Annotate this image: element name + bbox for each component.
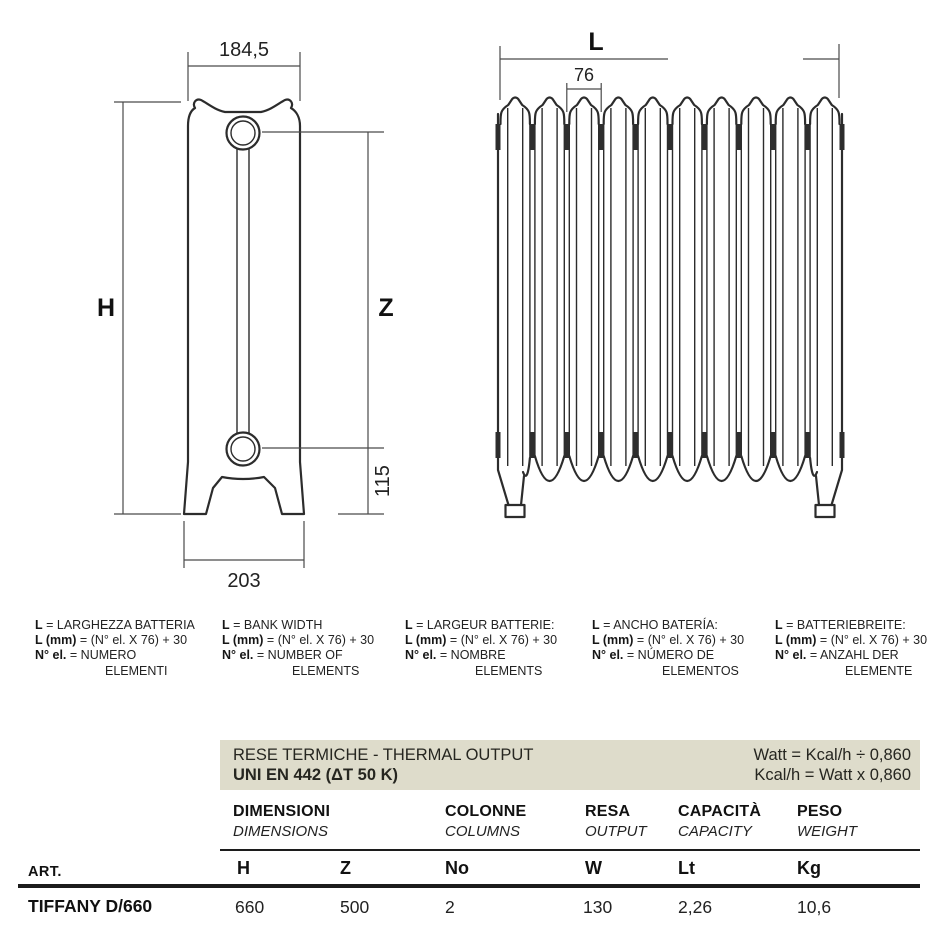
legend-line: N° el. = NÚMERO DE xyxy=(592,648,715,663)
bank-element-bottom-scallop xyxy=(673,456,702,481)
legend-line: L (mm) = (N° el. X 76) + 30 xyxy=(222,633,375,648)
conversion-watt: Watt = Kcal/h ÷ 0,860 xyxy=(753,746,911,764)
junction-nipple-bottom xyxy=(771,432,776,458)
col-group-columns xyxy=(445,803,526,840)
group-secondary: OUTPUT xyxy=(585,823,647,840)
bank-element-top xyxy=(500,98,529,125)
col-group-capacity xyxy=(678,803,761,840)
legend-column-german xyxy=(775,618,950,679)
group-primary: CAPACITÀ xyxy=(678,803,762,820)
bank-element-top xyxy=(741,98,770,125)
bank-element-bottom-scallop xyxy=(569,456,598,481)
value-watt: 130 xyxy=(583,897,613,917)
col-group-output xyxy=(585,803,647,840)
legend-column-italian xyxy=(35,618,219,679)
junction-nipple-top xyxy=(736,124,741,150)
legend-line: L = ANCHO BATERÍA: xyxy=(592,618,718,632)
legend-line: L (mm) = (N° el. X 76) + 30 xyxy=(35,633,188,648)
value-z: 500 xyxy=(340,897,370,917)
group-secondary: WEIGHT xyxy=(797,823,857,840)
junction-nipple-top xyxy=(633,124,638,150)
bank-element-top xyxy=(638,98,667,125)
unit-header-lt: Lt xyxy=(678,858,695,878)
dim-label-pitch: Z xyxy=(378,294,394,322)
dim-label-top-width: 184,5 xyxy=(218,39,270,61)
legend-line: N° el. = ANZAHL DER xyxy=(775,648,899,663)
bank-element-bottom-scallop xyxy=(638,456,667,481)
legend-column-spanish xyxy=(592,618,776,679)
value-kg: 10,6 xyxy=(797,897,832,917)
junction-nipple-top xyxy=(668,124,673,150)
legend-line: L (mm) = (N° el. X 76) + 30 xyxy=(775,633,928,648)
legend-line: L = LARGEUR BATTERIE: xyxy=(405,618,555,632)
bank-element-top xyxy=(604,98,633,125)
junction-nipple-top xyxy=(599,124,604,150)
unit-header-no: No xyxy=(445,858,469,878)
value-litres: 2,26 xyxy=(678,897,713,917)
legend-line-wrap: ELEMENTI xyxy=(105,663,168,678)
bank-element-top xyxy=(569,98,598,125)
bank-element-bottom-scallop xyxy=(741,456,770,481)
junction-nipple-top xyxy=(805,124,810,150)
group-secondary: CAPACITY xyxy=(678,823,752,840)
legend-line-wrap: ELEMENTOS xyxy=(662,663,739,678)
legend-line: N° el. = NOMBRE xyxy=(405,648,506,663)
legend-line: L (mm) = (N° el. X 76) + 30 xyxy=(592,633,745,648)
junction-nipple-top xyxy=(771,124,776,150)
bank-right-foot xyxy=(816,505,835,517)
junction-nipple-bottom xyxy=(599,432,604,458)
junction-nipple-bottom xyxy=(530,432,535,458)
bank-element-bottom-scallop xyxy=(535,456,564,481)
bank-right-leg xyxy=(816,114,842,505)
bank-element-bottom-scallop xyxy=(523,458,530,476)
bank-element-top xyxy=(535,98,564,125)
bank-element-bottom-scallop xyxy=(810,458,817,476)
unit-header-z: Z xyxy=(340,858,351,878)
lower-hub-inner xyxy=(231,437,255,461)
band-titles xyxy=(233,745,533,785)
legend-line: L = LARGHEZZA BATTERIA xyxy=(35,618,195,632)
article-name: TIFFANY D/660 xyxy=(28,896,153,916)
bank-element-top xyxy=(672,98,701,125)
art-column-header: ART. xyxy=(28,864,62,880)
junction-nipple-top xyxy=(702,124,707,150)
col-group-weight xyxy=(797,803,857,840)
dim-label-bank-width: L xyxy=(588,28,604,56)
legend-line: N° el. = NUMERO xyxy=(35,648,137,663)
bank-element-top xyxy=(776,98,805,125)
table-rule-thick xyxy=(18,884,920,888)
bank-left-foot xyxy=(506,505,525,517)
legend-line: L = BANK WIDTH xyxy=(222,618,323,632)
junction-nipple-bottom xyxy=(702,432,707,458)
junction-nipple-bottom xyxy=(564,432,569,458)
bank-element-top xyxy=(810,98,839,125)
bank-element-top xyxy=(707,98,736,125)
legend-line: N° el. = NUMBER OF xyxy=(222,648,343,663)
radiator-bank-drawing xyxy=(496,98,845,518)
group-primary: COLONNE xyxy=(445,803,527,820)
band-conversions xyxy=(754,745,911,785)
legend-column-french xyxy=(405,618,589,679)
bank-element-bottom-scallop xyxy=(776,456,805,481)
junction-nipple-bottom xyxy=(805,432,810,458)
legend xyxy=(0,618,950,698)
unit-header-kg: Kg xyxy=(797,858,821,878)
junction-nipple-top xyxy=(530,124,535,150)
conversion-kcal: Kcal/h = Watt x 0,860 xyxy=(754,766,911,784)
dim-label-base-width: 203 xyxy=(227,570,261,592)
junction-nipple-bottom xyxy=(633,432,638,458)
legend-line-wrap: ELEMENTS xyxy=(292,663,360,678)
legend-line-wrap: ELEMENTS xyxy=(475,663,543,678)
junction-nipple-bottom xyxy=(668,432,673,458)
unit-header-h: H xyxy=(237,858,250,878)
junction-nipple-bottom xyxy=(736,432,741,458)
legend-column-english xyxy=(222,618,406,679)
col-group-dimensions xyxy=(233,803,330,840)
dim-label-lower-height: 115 xyxy=(372,465,394,497)
upper-hub-inner xyxy=(231,121,255,145)
dim-label-height: H xyxy=(96,294,116,322)
thermal-output-band xyxy=(220,740,920,790)
value-h: 660 xyxy=(235,897,265,917)
element-body-outline xyxy=(184,100,304,514)
bank-left-leg xyxy=(498,114,524,505)
band-subtitle: UNI EN 442 (ΔT 50 K) xyxy=(233,766,398,784)
legend-line: L = BATTERIEBREITE: xyxy=(775,618,906,632)
group-secondary: COLUMNS xyxy=(445,823,521,840)
group-primary: RESA xyxy=(585,803,631,820)
junction-nipple-top xyxy=(564,124,569,150)
dim-label-element-pitch: 76 xyxy=(573,65,595,85)
unit-header-w: W xyxy=(585,858,602,878)
legend-line: L (mm) = (N° el. X 76) + 30 xyxy=(405,633,558,648)
group-secondary: DIMENSIONS xyxy=(233,823,329,840)
bank-element-bottom-scallop xyxy=(604,456,633,481)
legend-line-wrap: ELEMENTE xyxy=(845,663,913,678)
bank-element-bottom-scallop xyxy=(707,456,736,481)
group-primary: DIMENSIONI xyxy=(233,803,331,820)
group-primary: PESO xyxy=(797,803,843,820)
single-element-drawing xyxy=(184,100,304,514)
band-title: RESE TERMICHE - THERMAL OUTPUT xyxy=(233,746,534,764)
table-rule-thin xyxy=(220,849,920,851)
value-columns: 2 xyxy=(445,897,455,917)
